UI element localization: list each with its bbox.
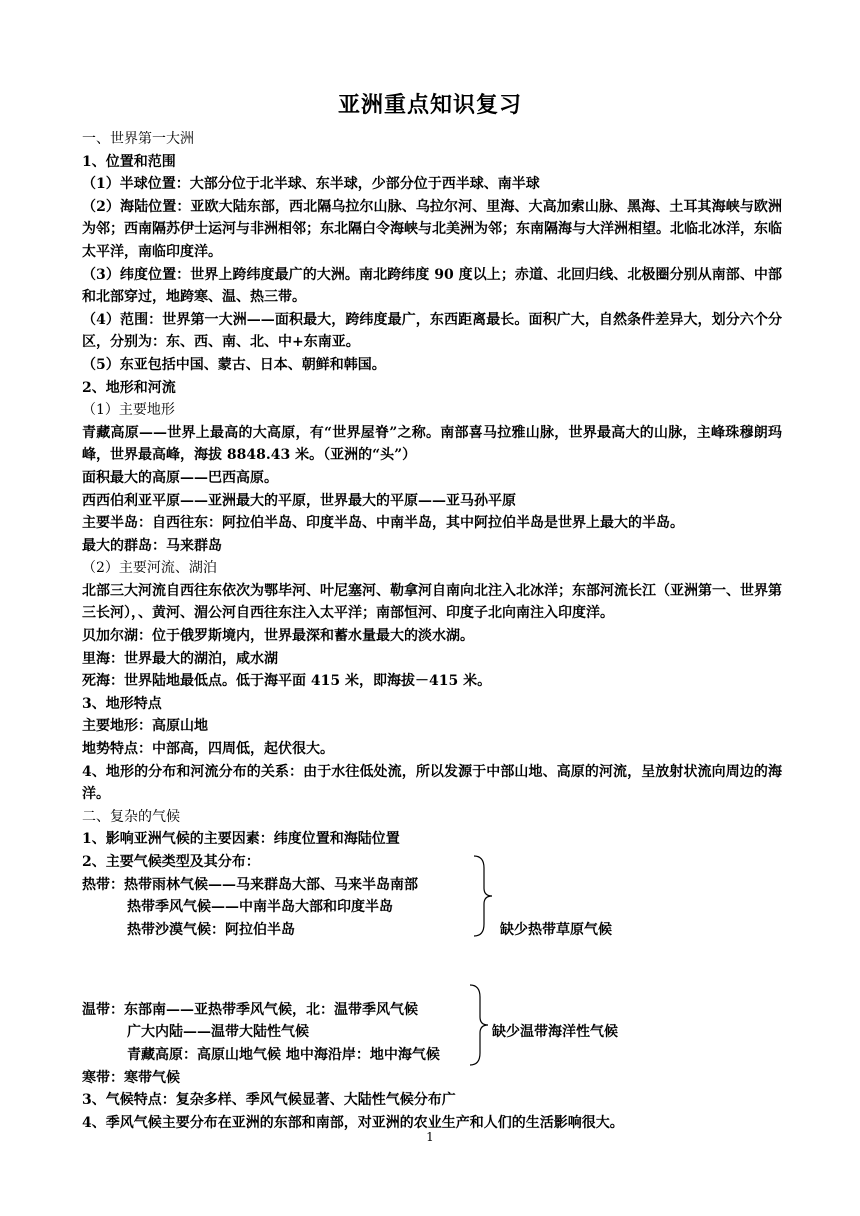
text-line: 北部三大河流自西往东依次为鄂毕河、叶尼塞河、勒拿河自南向北注入北冰洋；东部河流长江（亚洲第一、世界第三长河），、黄河、湄公河自西往东注入太平洋；南部恒河、印度子北向南注入印度洋。 [82,582,782,622]
text-line: （1）半球位置：大部分位于北半球、东半球，少部分位于西半球、南半球 [82,176,540,193]
text-line: 贝加尔湖：位于俄罗斯境内，世界最深和蓄水量最大的淡水湖。 [82,628,474,645]
text-line: 1、影响亚洲气候的主要因素：纬度位置和海陆位置 [82,831,400,848]
climate-line: 广大内陆——温带大陆性气候 [127,1024,309,1041]
text-line: 主要地形：高原山地 [82,718,208,735]
text-line: （3）纬度位置：世界上跨纬度最广的大洲。南北跨纬度 90 度以上；赤道、北回归线、北极圈分别从南部、中部和北部穿过，地跨寒、温、热三带。 [82,266,782,306]
text-line: 3、气候特点：复杂多样、季风气候显著、大陆性气候分布广 [82,1092,456,1109]
tail-lines [82,1067,782,1135]
text-line: （2）主要河流、湖泊 [82,560,217,577]
text-line: 4、季风气候主要分布在亚洲的东部和南部，对亚洲的农业生产和人们的生活影响很大。 [82,1114,624,1131]
spacer [82,942,782,999]
right-brace-icon [468,983,490,1067]
text-line: 1、位置和范围 [82,153,176,170]
text-line: 最大的群岛：马来群岛 [82,537,222,554]
text-line: （1）主要地形 [82,402,175,419]
text-line: 青藏高原——世界上最高的大高原，有“世界屋脊”之称。南部喜马拉雅山脉，世界最高大的山脉，主峰珠穆朗玛峰，世界最高峰，海拔 8848.43 米。（亚洲的“头”） [82,424,782,464]
page-number: 1 [426,1130,434,1144]
text-line: 二、复杂的气候 [82,808,180,825]
text-line: 3、地形特点 [82,695,162,712]
document-body [82,128,782,1134]
tropical-note: 缺少热带草原气候 [500,921,612,938]
climate-line: 青藏高原：高原山地气候 地中海沿岸：地中海气候 [127,1046,440,1063]
text-line: 2、主要气候类型及其分布： [82,854,260,870]
climate-line: 热带沙漠气候：阿拉伯半岛 [127,921,295,938]
text-line: （2）海陆位置：亚欧大陆东部，西北隔乌拉尔山脉、乌拉尔河、里海、大高加索山脉、黑海、土耳其海峡与欧洲为邻；西南隔苏伊士运河与非洲相邻；东北隔白令海峡与北美洲为邻；东南隔海与大洋洲相望。北临北冰洋，东临太平洋，南临印度洋。 [82,198,782,260]
text-line: 里海：世界最大的湖泊，咸水湖 [82,650,278,667]
text-line: 寒带：寒带气候 [82,1069,180,1086]
page-title: 亚洲重点知识复习 [337,92,522,118]
text-line: 西西伯利亚平原——亚洲最大的平原，世界最大的平原——亚马孙平原 [82,492,516,509]
temperate-climate-block [82,999,782,1067]
climate-line: 热带：热带雨林气候——马来群岛大部、马来半岛南部 [82,876,418,893]
tropical-climate-block [82,874,782,942]
right-brace-icon [472,854,494,938]
text-line: （4）范围：世界第一大洲——面积最大，跨纬度最广，东西距离最长。面积广大，自然条件差异大，划分六个分区，分别为：东、西、南、北、中+东南亚。 [82,311,782,351]
text-line: （5）东亚包括中国、蒙古、日本、朝鲜和韩国。 [82,356,386,373]
text-line: 一、世界第一大洲 [82,131,194,147]
text-line: 主要半岛：自西往东：阿拉伯半岛、印度半岛、中南半岛，其中阿拉伯半岛是世界上最大的半岛。 [82,515,684,532]
text-line: 4、地形的分布和河流分布的关系：由于水往低处流，所以发源于中部山地、高原的河流，呈放射状流向周边的海洋。 [82,763,782,803]
climate-line: 热带季风气候——中南半岛大部和印度半岛 [127,899,393,916]
text-lines [82,128,782,874]
text-line: 面积最大的高原——巴西高原。 [82,469,278,486]
text-line: 死海：世界陆地最低点。低于海平面 415 米，即海拔－415 米。 [82,673,492,690]
text-line: 地势特点：中部高，四周低，起伏很大。 [82,741,334,758]
climate-line: 温带：东部南——亚热带季风气候，北：温带季风气候 [82,1001,418,1018]
text-line: 2、地形和河流 [82,379,176,396]
temperate-note: 缺少温带海洋性气候 [492,1023,618,1040]
